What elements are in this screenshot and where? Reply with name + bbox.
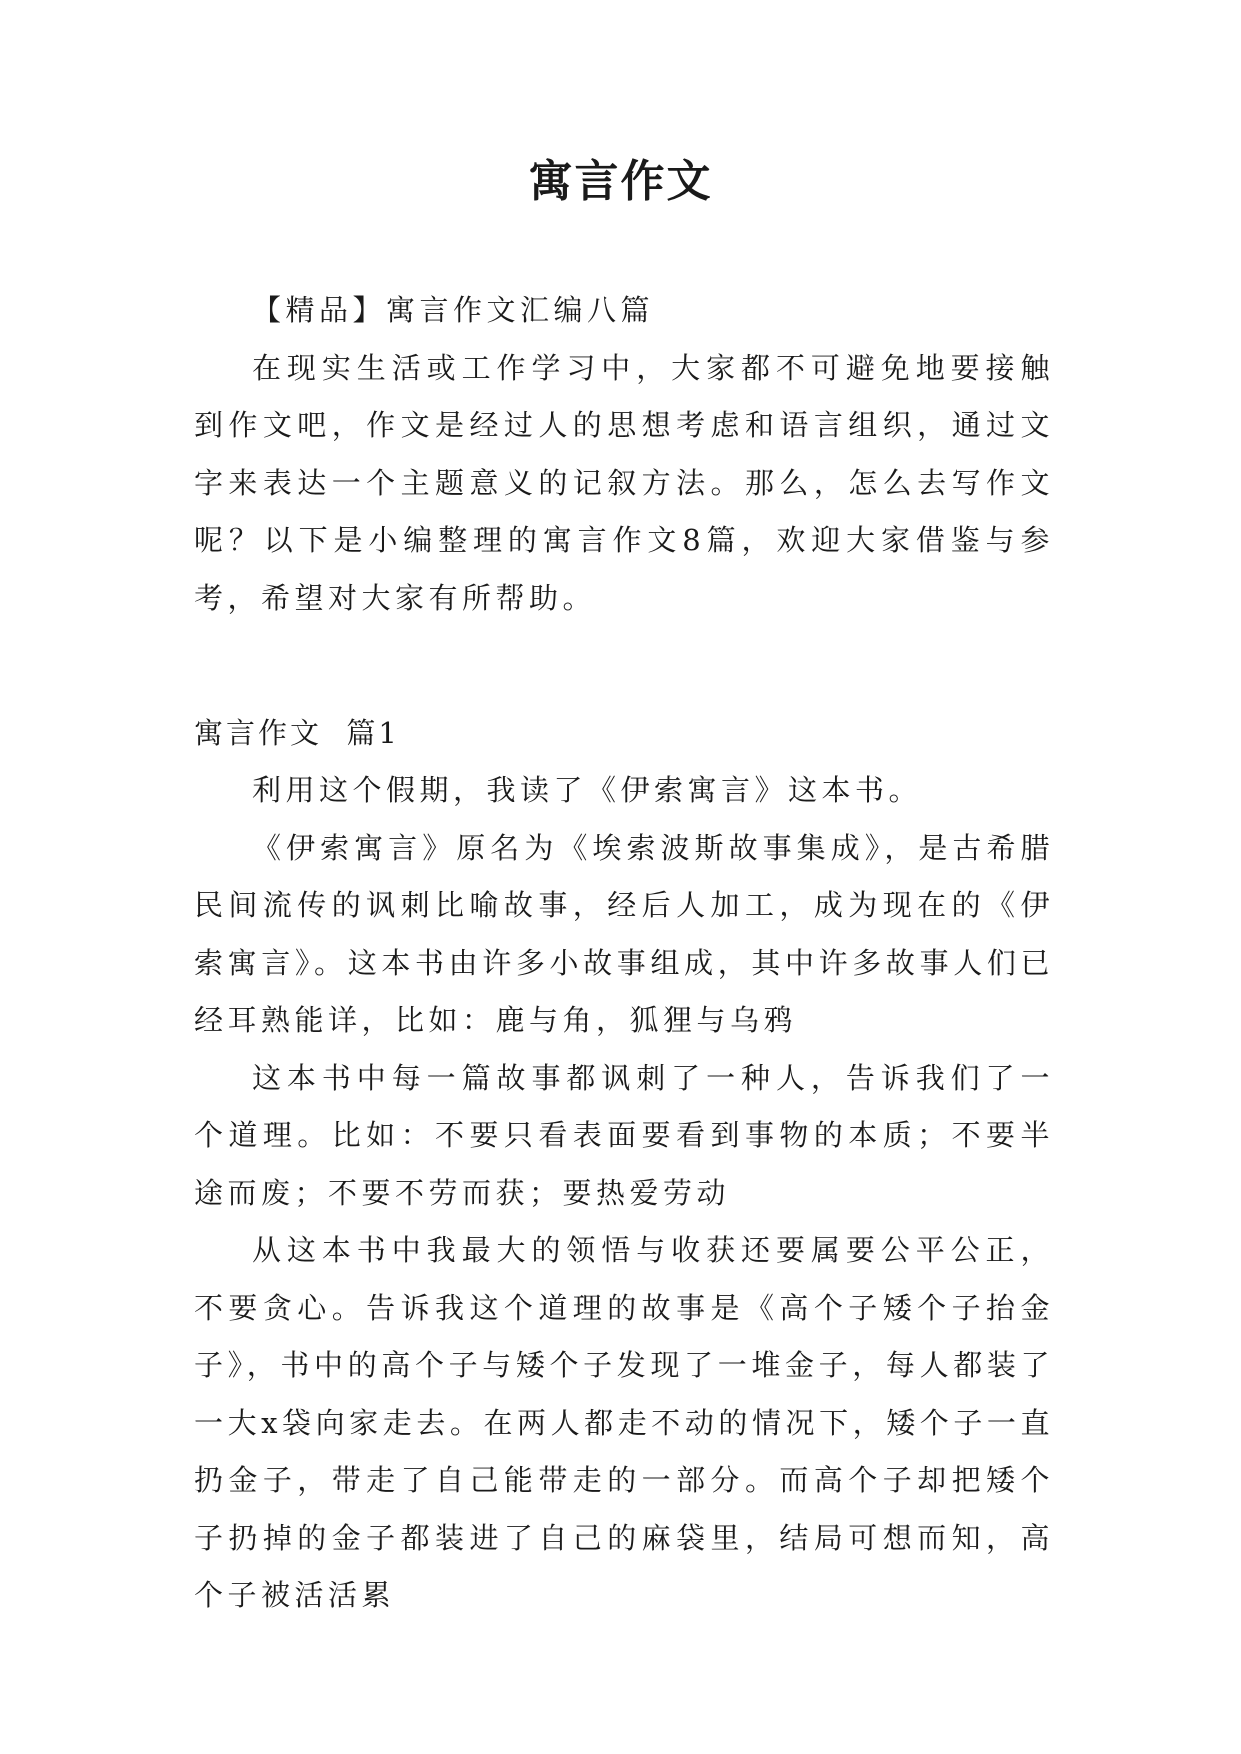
document-title: 寓言作文 [528, 156, 713, 207]
section-spacer [194, 627, 1054, 685]
section-paragraph: 这本书中每一篇故事都讽刺了一种人，告诉我们了一个道理。比如：不要只看表面要看到事物的本质；不要半途而废；不要不劳而获；要热爱劳动 [194, 1060, 1054, 1210]
intro-heading: 【精品】寓言作文汇编八篇 [252, 293, 655, 327]
document-body [194, 282, 1054, 1625]
intro-paragraph: 在现实生活或工作学习中，大家都不可避免地要接触到作文吧，作文是经过人的思想考虑和语言组织，通过文字来表达一个主题意义的记叙方法。那么，怎么去写作文呢？以下是小编整理的寓言作文8篇，欢迎大家借鉴与参考，希望对大家有所帮助。 [194, 350, 1054, 615]
section-paragraph: 《伊索寓言》原名为《埃索波斯故事集成》，是古希腊民间流传的讽刺比喻故事，经后人加工，成为现在的《伊索寓言》。这本书由许多小故事组成，其中许多故事人们已经耳熟能详，比如：鹿与角，狐狸与乌鸦 [194, 830, 1054, 1037]
section-heading: 寓言作文 篇1 [194, 715, 400, 750]
section-paragraph: 利用这个假期，我读了《伊索寓言》这本书。 [252, 773, 923, 807]
section-paragraph: 从这本书中我最大的领悟与收获还要属要公平公正，不要贪心。告诉我这个道理的故事是《高个子矮个子抬金子》，书中的高个子与矮个子发现了一堆金子，每人都装了一大x袋向家走去。在两人都走不动的情况下，矮个子一直扔金子，带走了自己能带走的一部分。而高个子却把矮个子扔掉的金子都装进了自己的麻袋里，结局可想而知，高个子被活活累 [194, 1233, 1054, 1612]
